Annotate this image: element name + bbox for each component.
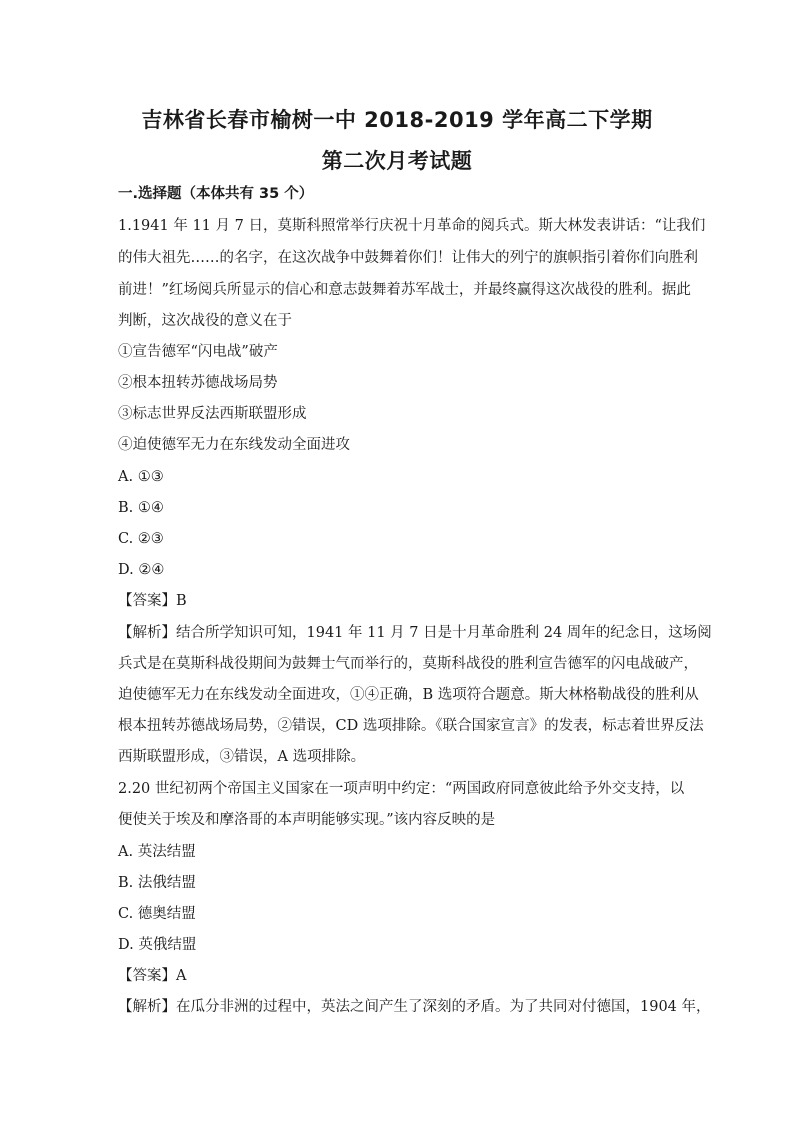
q1-analysis-line: 【解析】结合所学知识可知，1941 年 11 月 7 日是十月革命胜利 24 周年的纪念日，这场阅 (118, 625, 712, 641)
q1-stem-line: 1.1941 年 11 月 7 日，莫斯科照常举行庆祝十月革命的阅兵式。斯大林发表讲话：“让我们 (118, 218, 706, 234)
document-subtitle: 第二次月考试题 (321, 149, 473, 173)
q1-stem-line: 的伟大祖先……的名字，在这次战争中鼓舞着你们！让伟大的列宁的旗帜指引着你们向胜利 (118, 250, 698, 266)
q1-statement: ③标志世界反法西斯联盟形成 (118, 406, 307, 422)
q2-option-c: C. 德奥结盟 (118, 906, 196, 922)
q1-stem-line: 判断，这次战役的意义在于 (118, 313, 292, 329)
q1-option-a: A. ①③ (118, 469, 164, 485)
q2-answer: 【答案】A (118, 968, 187, 984)
q1-answer: 【答案】B (118, 593, 187, 609)
q1-analysis-line: 西斯联盟形成，③错误，A 选项排除。 (118, 749, 366, 765)
q1-analysis-line: 迫使德军无力在东线发动全面进攻，①④正确，B 选项符合题意。斯大林格勒战役的胜利从 (118, 687, 699, 703)
q2-option-d: D. 英俄结盟 (118, 937, 197, 953)
q1-statement: ④迫使德军无力在东线发动全面进攻 (118, 437, 350, 453)
q1-option-d: D. ②④ (118, 562, 165, 578)
q1-option-b: B. ①④ (118, 500, 164, 516)
q2-option-b: B. 法俄结盟 (118, 875, 196, 891)
q2-stem-line: 2.20 世纪初两个帝国主义国家在一项声明中约定：“两国政府同意彼此给予外交支持，以 (118, 781, 685, 797)
q2-stem-line: 便使关于埃及和摩洛哥的本声明能够实现。”该内容反映的是 (118, 812, 496, 828)
q1-analysis-line: 根本扭转苏德战场局势，②错误，CD 选项排除。《联合国家宣言》的发表，标志着世界反法 (118, 718, 704, 734)
section-heading: 一.选择题（本体共有 35 个） (118, 186, 314, 202)
q1-statement: ①宣告德军“闪电战”破产 (118, 344, 278, 360)
q1-option-c: C. ②③ (118, 531, 164, 547)
q2-analysis-line: 【解析】在瓜分非洲的过程中，英法之间产生了深刻的矛盾。为了共同对付德国，1904 年， (118, 999, 711, 1015)
document-title: 吉林省长春市榆树一中 2018-2019 学年高二下学期 (141, 108, 653, 132)
q1-analysis-line: 兵式是在莫斯科战役期间为鼓舞士气而举行的，莫斯科战役的胜利宣告德军的闪电战破产， (118, 656, 698, 672)
q2-option-a: A. 英法结盟 (118, 844, 196, 860)
q1-stem-line: 前进！”红场阅兵所显示的信心和意志鼓舞着苏军战士，并最终赢得这次战役的胜利。据此 (118, 282, 691, 298)
q1-statement: ②根本扭转苏德战场局势 (118, 375, 278, 391)
